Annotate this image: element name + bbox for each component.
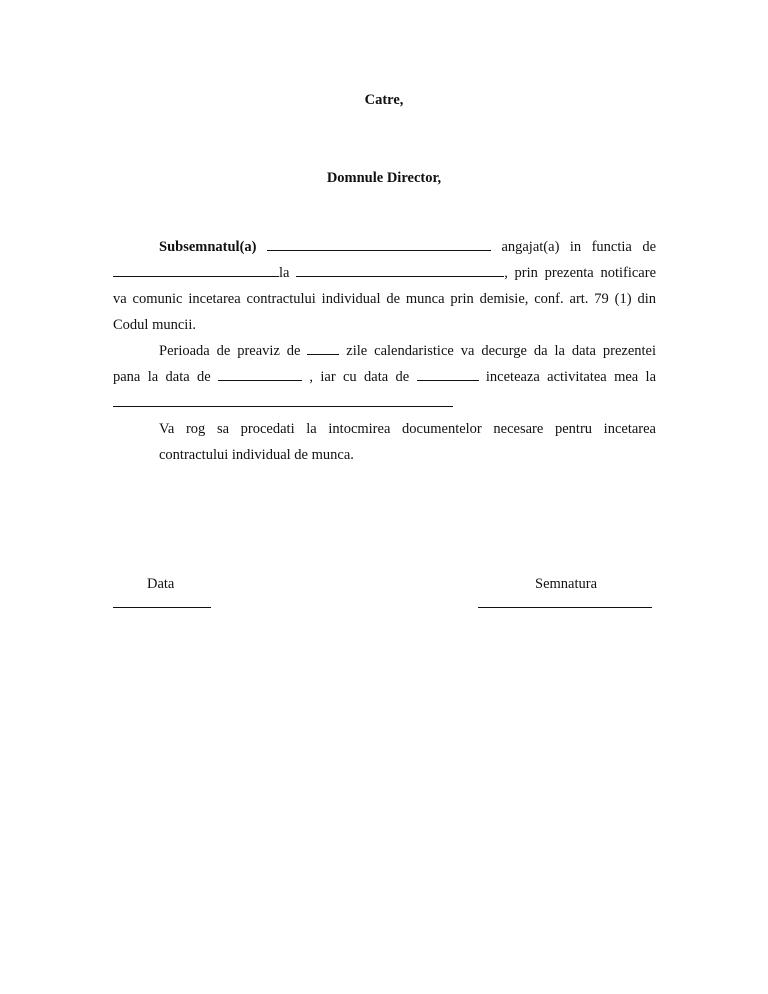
paragraph-line xyxy=(113,338,656,364)
salutation: Domnule Director, xyxy=(326,170,442,186)
paragraph-request xyxy=(113,416,656,468)
position-blank[interactable] xyxy=(113,264,279,277)
until-date-blank[interactable] xyxy=(218,368,302,381)
end-date-blank[interactable] xyxy=(417,368,479,381)
paragraph-line xyxy=(113,234,656,260)
signature-label: Semnatura xyxy=(535,576,598,592)
days-blank[interactable] xyxy=(307,342,339,355)
paragraph-line xyxy=(113,390,656,416)
paragraph-line: va comunic incetarea contractului individual de munca prin demisie, conf. art. 79 (1) din xyxy=(113,291,656,307)
paragraph-employee-info xyxy=(113,234,656,338)
employer-blank[interactable] xyxy=(296,264,504,277)
notification-text: , prin prezenta notificare xyxy=(504,265,657,281)
ceases-text: inceteaza activitatea mea la xyxy=(485,369,657,385)
until-date-text: pana la data de xyxy=(113,369,211,385)
position-text: angajat(a) in functia de xyxy=(501,239,657,255)
paragraph-line xyxy=(113,364,656,390)
notice-text: Perioada de preaviz de xyxy=(159,343,301,359)
request-text: Va rog sa procedati la intocmirea documentelor necesare pentru incetarea contractului individual de munca. xyxy=(159,421,656,463)
employer-name-blank[interactable] xyxy=(113,394,453,407)
paragraph-line: Codul muncii. xyxy=(113,317,196,333)
paragraph-notice-period xyxy=(113,338,656,416)
addressee-line: Catre, xyxy=(364,92,404,108)
at-text: la xyxy=(279,265,290,281)
signature-line[interactable] xyxy=(478,607,652,608)
subsemnatul-label: Subsemnatul(a) xyxy=(159,239,257,255)
calendar-days-text: zile calendaristice va decurge da la data prezentei xyxy=(346,343,656,359)
end-date-text: , iar cu data de xyxy=(309,369,410,385)
date-signature-line[interactable] xyxy=(113,607,211,608)
name-blank[interactable] xyxy=(267,238,491,251)
paragraph-line xyxy=(113,260,656,286)
date-label: Data xyxy=(147,576,175,592)
